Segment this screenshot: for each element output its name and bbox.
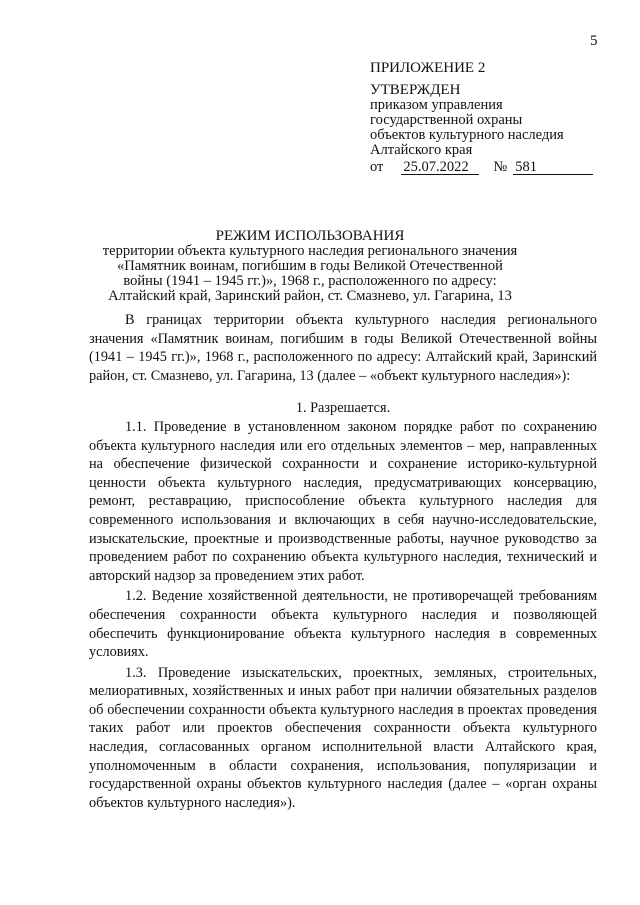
section-1-title: 1. Разрешается.: [295, 400, 391, 417]
approval-line-2: государственной охраны: [370, 112, 523, 128]
intro-paragraph: В границах территории объекта культурного наследия регионального значения «Памятник воинам, погибшим в годы Великой Отечественной войны (1941 – 1945 гг.)», 1968 г., расположенного по адресу: Алтайский край, Заринский район, ст. Смазнево, ул. Гагарина, 13 (далее – «объект культурного наследия»):: [89, 312, 597, 384]
heading-line-4: Алтайский край, Заринский район, ст. Смазнево, ул. Гагарина, 13: [108, 288, 512, 304]
approval-line-1: приказом управления: [370, 97, 503, 113]
heading-title: РЕЖИМ ИСПОЛЬЗОВАНИЯ: [215, 228, 405, 244]
document-body: [89, 311, 597, 812]
approved-label: УТВЕРЖДЕН: [370, 82, 461, 98]
date-prefix: от: [370, 159, 384, 175]
heading-line-2: «Памятник воинам, погибшим в годы Великой Отечественной: [117, 258, 503, 274]
heading-line-3: войны (1941 – 1945 гг.)», 1968 г., расположенного по адресу:: [123, 273, 497, 289]
document-heading: [100, 229, 520, 304]
appendix-label: ПРИЛОЖЕНИЕ 2: [370, 60, 486, 76]
item-1-3: 1.3. Проведение изыскательских, проектных, земляных, строительных, мелиоративных, хозяйственных и иных работ при наличии обязательных разделов об обеспечении сохранности объекта культурного наследия в проектах проведения таких работ или проектов обеспечения сохранности объекта культурного наследия, согласованных органом исполнительной власти Алтайского края, уполномоченным в области сохранения, использования, популяризации и государственной охраны объектов культурного наследия (далее – «орган охраны объектов культурного наследия»).: [89, 664, 597, 811]
approval-dateline: [370, 160, 610, 175]
number-sign: №: [493, 159, 508, 175]
page-number: 5: [590, 33, 598, 49]
approval-number: 581: [513, 160, 593, 175]
approval-line-4: Алтайского края: [370, 142, 473, 158]
item-1-2: 1.2. Ведение хозяйственной деятельности, не противоречащей требованиям обеспечения сохранности объекта культурного наследия и позволяющей обеспечить функционирование объекта культурного наследия в современных условиях.: [89, 588, 597, 661]
item-1-1: 1.1. Проведение в установленном законом порядке работ по сохранению объекта культурного наследия или его отдельных элементов – мер, направленных на обеспечение физической сохранности и сохранение историко-культурной ценности объекта культурного наследия, предусматривающих консервацию, ремонт, реставрацию, приспособление объекта культурного наследия для современного использования и включающих в себя научно-исследовательские, изыскательские, проектные и производственные работы, научное руководство за проведением работ по сохранению объекта культурного наследия, технический и авторский надзор за проведением этих работ.: [89, 418, 597, 584]
approval-block: [370, 61, 610, 175]
approval-date: 25.07.2022: [401, 160, 479, 175]
approval-line-3: объектов культурного наследия: [370, 127, 564, 143]
heading-line-1: территории объекта культурного наследия регионального значения: [102, 243, 518, 259]
